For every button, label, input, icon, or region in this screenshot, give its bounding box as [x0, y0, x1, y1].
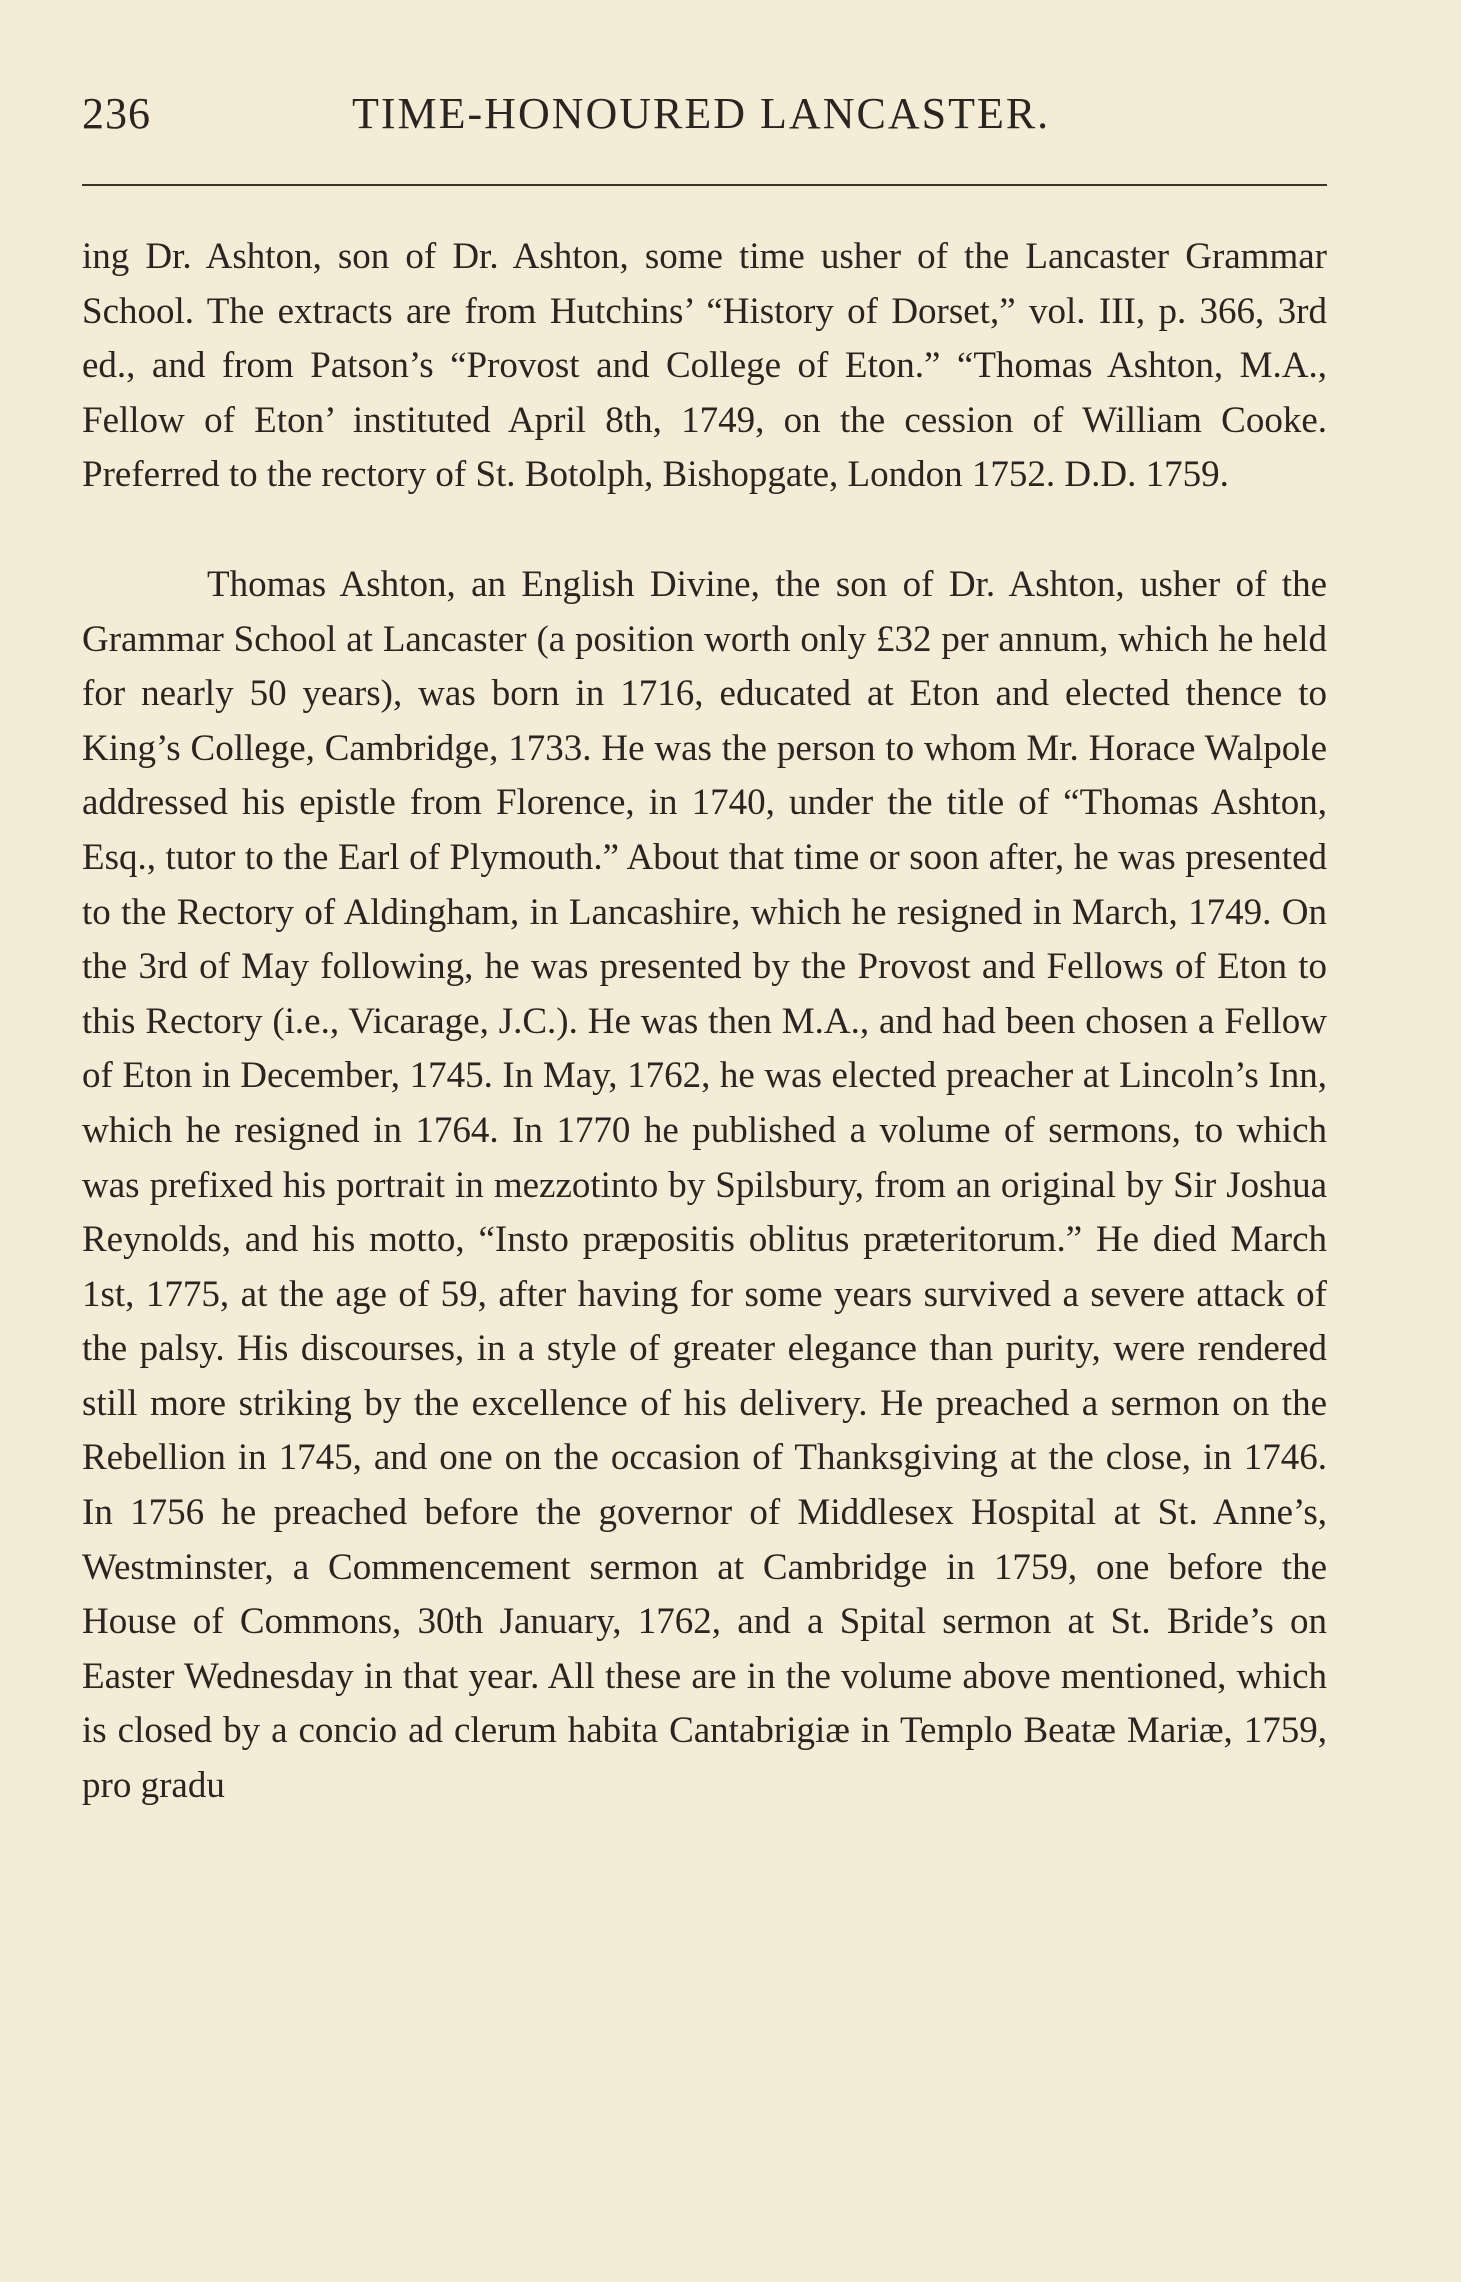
- page-number: 236: [82, 89, 151, 138]
- body-text: [82, 230, 1327, 1814]
- paragraph-continued: ing Dr. Ashton, son of Dr. Ashton, some time usher of the Lancaster Grammar School. The extracts are from Hutchins’ “History of Dorset,” vol. III, p. 366, 3rd ed., and from Patson’s “Provost and College of Eton.” “Thomas Ashton, M.A., Fellow of Eton’ instituted April 8th, 1749, on the cession of William Cooke. Preferred to the rectory of St. Botolph, Bishopgate, London 1752. D.D. 1759.: [82, 236, 1327, 496]
- running-title: TIME-HONOURED LANCASTER.: [352, 89, 1051, 138]
- paragraph-thomas-ashton: Thomas Ashton, an English Divine, the son of Dr. Ashton, usher of the Grammar School at Lancaster (a position worth only £32 per annum, which he held for nearly 50 years), was born in 1716, educated at Eton and elected thence to King’s College, Cambridge, 1733. He was the person to whom Mr. Horace Walpole addressed his epistle from Florence, in 1740, under the title of “Thomas Ashton, Esq., tutor to the Earl of Plymouth.” About that time or soon after, he was presented to the Rectory of Aldingham, in Lancashire, which he resigned in March, 1749. On the 3rd of May following, he was presented by the Provost and Fellows of Eton to this Rectory (i.e., Vicarage, J.C.). He was then M.A., and had been chosen a Fellow of Eton in December, 1745. In May, 1762, he was elected preacher at Lincoln’s Inn, which he resigned in 1764. In 1770 he published a volume of sermons, to which was prefixed his portrait in mezzotinto by Spilsbury, from an original by Sir Joshua Reynolds, and his motto, “Insto præpositis oblitus præteritorum.” He died March 1st, 1775, at the age of 59, after having for some years survived a severe attack of the palsy. His discourses, in a style of greater elegance than purity, were rendered still more striking by the excellence of his delivery. He preached a sermon on the Rebellion in 1745, and one on the occasion of Thanksgiving at the close, in 1746. In 1756 he preached before the governor of Middlesex Hospital at St. Anne’s, Westminster, a Commencement sermon at Cambridge in 1759, one before the House of Commons, 30th January, 1762, and a Spital sermon at St. Bride’s on Easter Wednesday in that year. All these are in the volume above mentioned, which is closed by a concio ad clerum habita Cantabrigiæ in Templo Beatæ Mariæ, 1759, pro gradu: [82, 563, 1327, 1807]
- running-head: [82, 82, 1327, 152]
- header-rule: [82, 184, 1327, 186]
